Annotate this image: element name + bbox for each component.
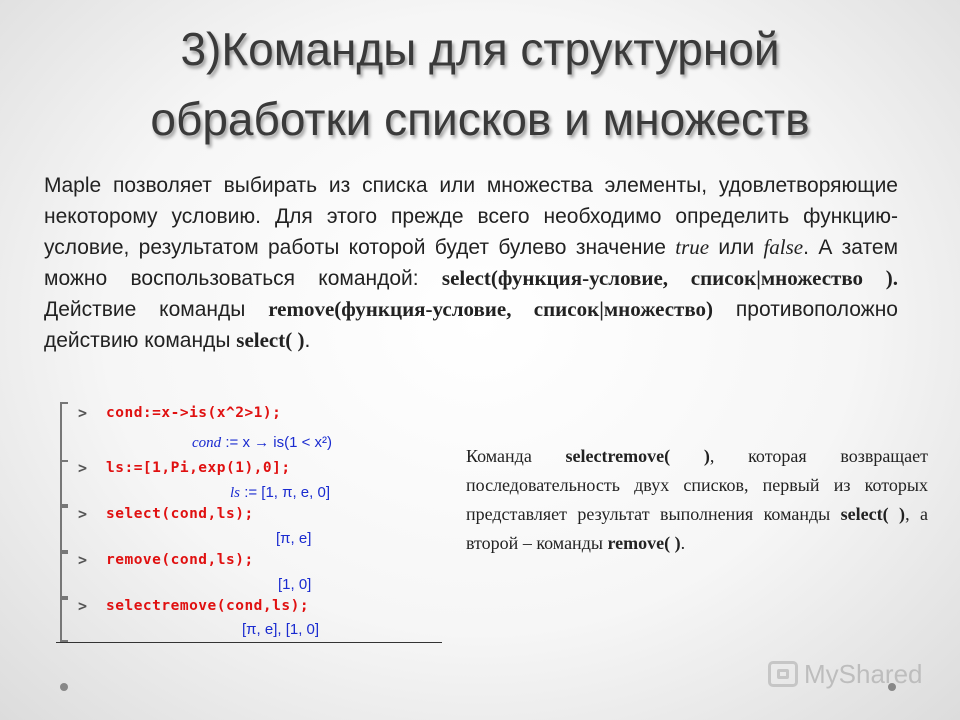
maple-prompt: > [78,404,88,422]
maple-command-2: ls:=[1,Pi,exp(1),0]; [106,460,291,476]
intro-paragraph [44,170,898,356]
false-keyword: false [763,235,804,259]
select-short: select( ) [236,328,305,352]
output-2-rhs: := [1, π, e, 0] [244,484,330,501]
maple-prompt: > [78,551,88,569]
intro-text-3: Действие команды [44,298,269,321]
select-syntax: select(функция-условие, список|множество ). [441,266,898,290]
selectremove-keyword: selectremove( ) [565,446,710,466]
intro-text-1: Maple позволяет выбирать из списка или множества элементы, удовлетворяющие некоторому условию. Для этого прежде всего необходимо определить функцию-условие, результатом работы которой будет булево значение [44,174,898,259]
maple-prompt: > [78,505,88,523]
maple-command-4: remove(cond,ls); [106,552,254,568]
side-text-2: , которая возвращает последовательность двух списков, первый из которых представляет результат выполнения команды [466,446,929,524]
maple-command-5: selectremove(cond,ls); [106,598,310,614]
watermark-text: MyShared [804,658,923,689]
intro-text-2: . А затем можно воспользоваться командой: [44,236,899,290]
side-text-3: , а второй – команды [466,504,928,553]
execution-group-bracket [60,506,68,552]
maple-worksheet [56,400,442,646]
selectremove-description [466,442,928,558]
output-2-lhs: ls [230,485,241,501]
side-text-1: Команда [466,446,566,466]
maple-prompt: > [78,459,88,477]
execution-group-bracket [60,460,68,506]
intro-or: или [709,236,764,259]
myshared-logo-icon [768,661,798,687]
intro-text-4: противоположно действию команды [44,298,898,352]
maple-output-3: [π, e] [276,530,312,547]
maple-output-5: [π, e], [1, 0] [242,621,320,638]
title-line-2: обработки списков и множеств [150,93,810,145]
remove-syntax: remove(функция-условие, список|множество) [268,297,714,321]
worksheet-divider [56,642,442,643]
maple-prompt: > [78,597,88,615]
maple-command-1: cond:=x->is(x^2>1); [106,405,282,421]
execution-group-bracket [60,598,68,642]
side-text-4: . [680,533,686,553]
myshared-watermark [768,656,923,692]
select-keyword: select( ) [840,504,906,524]
output-1-rhs: := x → is(1 < x²) [225,434,333,451]
slide-title [0,14,960,154]
left-bullet-dot [60,683,68,691]
maple-output-4: [1, 0] [278,576,312,593]
execution-group-bracket [60,552,68,598]
maple-output-2 [230,484,330,502]
true-keyword: true [675,235,710,259]
output-1-lhs: cond [192,435,222,451]
execution-group-bracket [60,402,68,462]
remove-keyword: remove( ) [607,533,681,553]
title-line-1: 3)Команды для структурной [180,23,780,75]
maple-output-1 [192,434,332,452]
maple-command-3: select(cond,ls); [106,506,254,522]
intro-text-5: . [304,329,311,352]
